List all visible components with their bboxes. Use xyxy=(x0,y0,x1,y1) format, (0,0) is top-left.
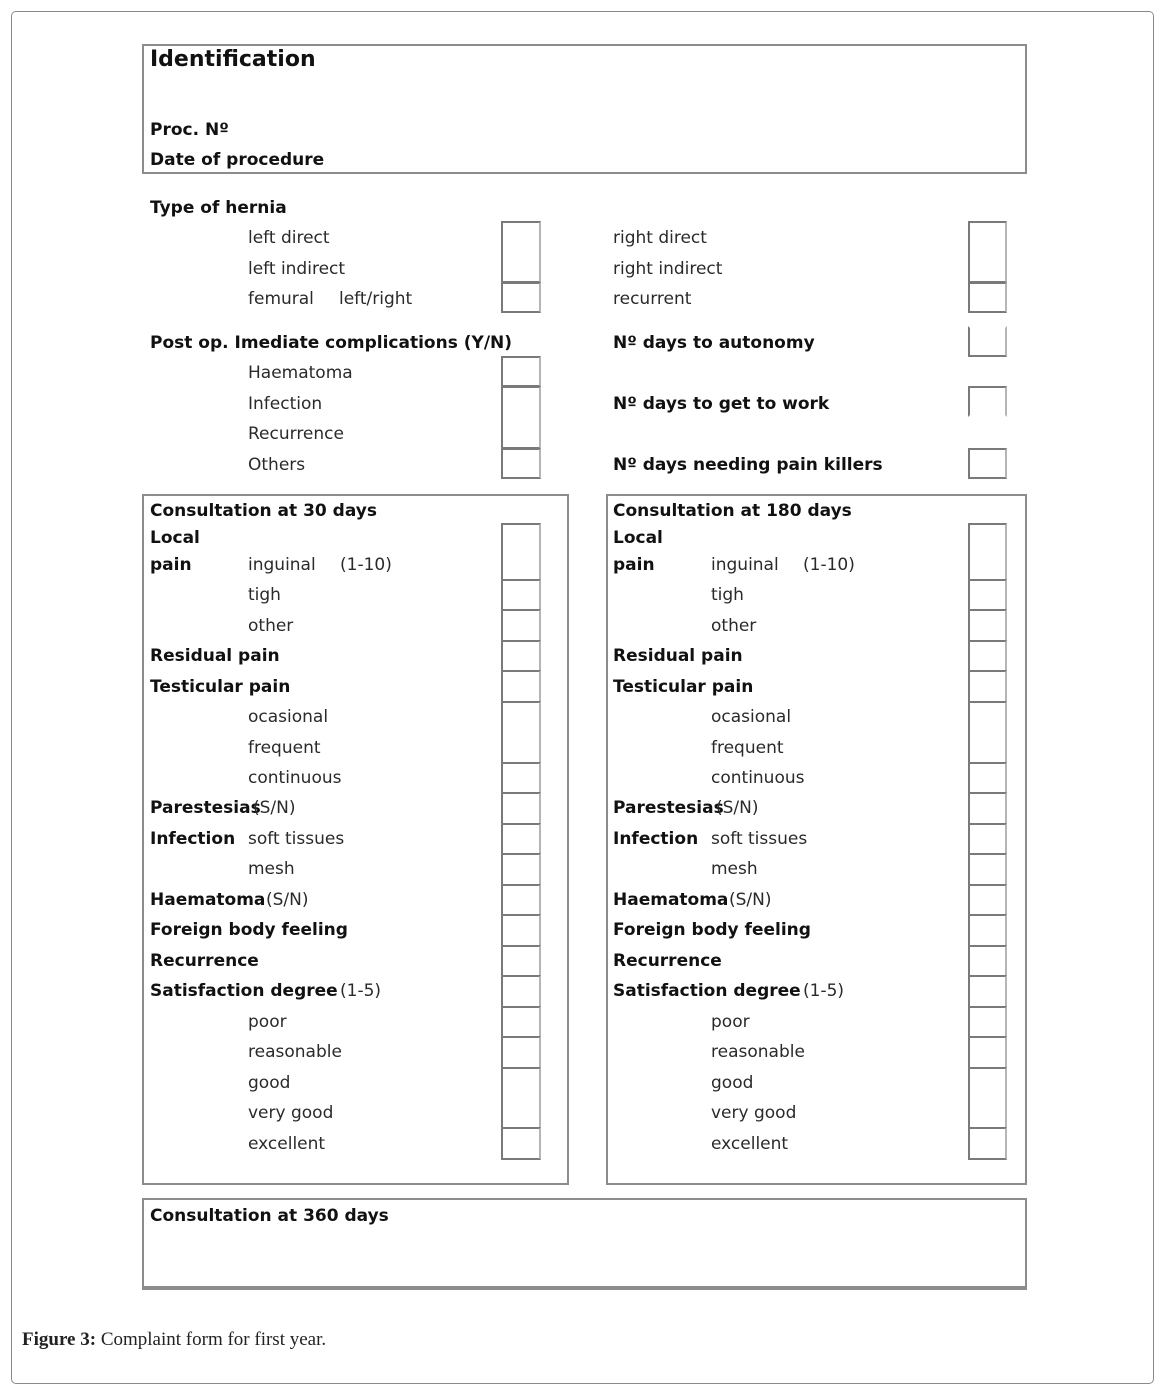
c180-answer-cell[interactable] xyxy=(968,792,1007,825)
c30-testicular-pain-label: Testicular pain xyxy=(150,677,291,697)
input-days-work[interactable] xyxy=(968,386,1007,417)
proc-number-label: Proc. Nº xyxy=(150,120,229,140)
days-to-work-label: Nº days to get to work xyxy=(613,394,830,414)
c180-answer-cell[interactable] xyxy=(968,609,1007,642)
postop-haematoma: Haematoma xyxy=(248,363,353,383)
c30-answer-cell[interactable] xyxy=(501,823,541,855)
checkbox-left-direct-indirect[interactable] xyxy=(501,221,541,283)
c180-answer-cell[interactable] xyxy=(968,1036,1007,1069)
c30-other-label: other xyxy=(248,616,294,636)
c30-answer-cell[interactable] xyxy=(501,579,541,611)
postop-recurrence: Recurrence xyxy=(248,424,344,444)
postop-others: Others xyxy=(248,455,306,475)
c30-continuous-label: continuous xyxy=(248,768,342,788)
c180-inguinal-label: inguinal xyxy=(711,555,779,575)
days-to-autonomy-label: Nº days to autonomy xyxy=(613,333,815,353)
c30-haematoma-label: Haematoma xyxy=(150,890,266,910)
c30-satisfaction-label: Satisfaction degree xyxy=(150,981,338,1001)
c30-answer-cell[interactable] xyxy=(501,640,541,672)
consultation-360-title: Consultation at 360 days xyxy=(150,1206,389,1226)
figure-label: Figure 3: xyxy=(22,1329,97,1350)
c30-answer-cell[interactable] xyxy=(501,884,541,916)
c30-tigh-label: tigh xyxy=(248,585,281,605)
c30-answer-cell[interactable] xyxy=(501,1127,541,1160)
c180-pain-label: pain xyxy=(613,555,655,575)
c180-parestesias-label: Parestesias xyxy=(613,798,724,818)
c30-answer-cell[interactable] xyxy=(501,792,541,825)
c180-good-label: good xyxy=(711,1073,754,1093)
c180-sn-label: (S/N) xyxy=(716,798,759,818)
c30-answer-cell[interactable] xyxy=(501,609,541,642)
c30-residual-pain-label: Residual pain xyxy=(150,646,280,666)
date-of-procedure-label: Date of procedure xyxy=(150,150,325,170)
c180-continuous-label: continuous xyxy=(711,768,805,788)
c180-answer-cell[interactable] xyxy=(968,670,1007,703)
c30-scale-1-10: (1-10) xyxy=(340,555,392,575)
hernia-femural: femural xyxy=(248,289,314,309)
c180-excellent-label: excellent xyxy=(711,1134,789,1154)
c180-frequent-label: frequent xyxy=(711,738,784,758)
c30-very-good-label: very good xyxy=(248,1103,334,1123)
c30-reasonable-label: reasonable xyxy=(248,1042,342,1062)
c30-recurrence-label: Recurrence xyxy=(150,951,259,971)
checkbox-right-direct-indirect[interactable] xyxy=(968,221,1007,283)
c30-sn-label: (S/N) xyxy=(253,798,296,818)
c180-answer-cell[interactable] xyxy=(968,884,1007,916)
postop-complications-title: Post op. Imediate complications (Y/N) xyxy=(150,333,513,353)
c180-title: Consultation at 180 days xyxy=(613,501,852,521)
c30-answer-cell[interactable] xyxy=(501,1006,541,1038)
figure-caption-text: Complaint form for first year. xyxy=(96,1329,327,1350)
figure-caption xyxy=(22,1329,326,1351)
c180-residual-pain-label: Residual pain xyxy=(613,646,743,666)
c180-other-label: other xyxy=(711,616,757,636)
hernia-right-indirect: right indirect xyxy=(613,259,723,279)
c30-foreign-body-label: Foreign body feeling xyxy=(150,920,348,940)
c180-reasonable-label: reasonable xyxy=(711,1042,805,1062)
c30-answer-cell[interactable] xyxy=(501,853,541,886)
c30-ocasional-label: ocasional xyxy=(248,707,329,727)
c30-good-label: good xyxy=(248,1073,291,1093)
checkbox-postop-others[interactable] xyxy=(501,448,541,479)
c180-answer-cell[interactable] xyxy=(968,579,1007,611)
c180-testicular-pain-label: Testicular pain xyxy=(613,677,754,697)
hernia-left-right: left/right xyxy=(339,289,413,309)
c180-poor-label: poor xyxy=(711,1012,750,1032)
c180-answer-cell[interactable] xyxy=(968,823,1007,855)
c30-answer-cell[interactable] xyxy=(501,670,541,703)
c180-answer-cell[interactable] xyxy=(968,640,1007,672)
postop-infection: Infection xyxy=(248,394,323,414)
c180-foreign-body-label: Foreign body feeling xyxy=(613,920,811,940)
c30-excellent-label: excellent xyxy=(248,1134,326,1154)
c180-scale-1-5: (1-5) xyxy=(803,981,845,1001)
c30-poor-label: poor xyxy=(248,1012,287,1032)
c180-answer-cell[interactable] xyxy=(968,1127,1007,1160)
c30-answer-cell[interactable] xyxy=(501,523,541,581)
c180-infection-label: Infection xyxy=(613,829,699,849)
c180-answer-cell[interactable] xyxy=(968,701,1007,764)
c30-infection-label: Infection xyxy=(150,829,236,849)
hernia-left-indirect: left indirect xyxy=(248,259,346,279)
c30-sn-label: (S/N) xyxy=(266,890,309,910)
c30-inguinal-label: inguinal xyxy=(248,555,316,575)
c30-answer-cell[interactable] xyxy=(501,1036,541,1069)
c180-answer-cell[interactable] xyxy=(968,914,1007,947)
input-days-autonomy[interactable] xyxy=(968,326,1007,357)
hernia-left-direct: left direct xyxy=(248,228,330,248)
c180-recurrence-label: Recurrence xyxy=(613,951,722,971)
c30-answer-cell[interactable] xyxy=(501,945,541,977)
checkbox-recurrent[interactable] xyxy=(968,282,1007,313)
c180-sn-label: (S/N) xyxy=(729,890,772,910)
hernia-type-title: Type of hernia xyxy=(150,198,287,218)
c180-answer-cell[interactable] xyxy=(968,853,1007,886)
c30-answer-cell[interactable] xyxy=(501,701,541,764)
c180-answer-cell[interactable] xyxy=(968,523,1007,581)
c30-answer-cell[interactable] xyxy=(501,1067,541,1129)
c30-local-label: Local xyxy=(150,528,200,548)
c180-local-label: Local xyxy=(613,528,663,548)
c30-parestesias-label: Parestesias xyxy=(150,798,261,818)
c30-answer-cell[interactable] xyxy=(501,762,541,794)
input-days-painkillers[interactable] xyxy=(968,448,1007,479)
c180-tigh-label: tigh xyxy=(711,585,744,605)
identification-title: Identification xyxy=(150,47,316,72)
c30-soft-tissues-label: soft tissues xyxy=(248,829,345,849)
c180-haematoma-label: Haematoma xyxy=(613,890,729,910)
hernia-recurrent: recurrent xyxy=(613,289,692,309)
c180-very-good-label: very good xyxy=(711,1103,797,1123)
hernia-right-direct: right direct xyxy=(613,228,707,248)
checkbox-femural[interactable] xyxy=(501,282,541,313)
c30-title: Consultation at 30 days xyxy=(150,501,377,521)
c180-ocasional-label: ocasional xyxy=(711,707,792,727)
days-painkillers-label: Nº days needing pain killers xyxy=(613,455,883,475)
c30-answer-cell[interactable] xyxy=(501,975,541,1008)
c180-soft-tissues-label: soft tissues xyxy=(711,829,808,849)
c180-answer-cell[interactable] xyxy=(968,762,1007,794)
c30-frequent-label: frequent xyxy=(248,738,321,758)
c180-scale-1-10: (1-10) xyxy=(803,555,855,575)
c180-answer-cell[interactable] xyxy=(968,1067,1007,1129)
c30-answer-cell[interactable] xyxy=(501,914,541,947)
c180-satisfaction-label: Satisfaction degree xyxy=(613,981,801,1001)
c180-answer-cell[interactable] xyxy=(968,1006,1007,1038)
checkbox-postop-infection-recurrence[interactable] xyxy=(501,386,541,449)
c180-mesh-label: mesh xyxy=(711,859,758,879)
c30-scale-1-5: (1-5) xyxy=(340,981,382,1001)
c30-pain-label: pain xyxy=(150,555,192,575)
c180-answer-cell[interactable] xyxy=(968,975,1007,1008)
c180-answer-cell[interactable] xyxy=(968,945,1007,977)
checkbox-postop-haematoma[interactable] xyxy=(501,356,541,387)
c30-mesh-label: mesh xyxy=(248,859,295,879)
